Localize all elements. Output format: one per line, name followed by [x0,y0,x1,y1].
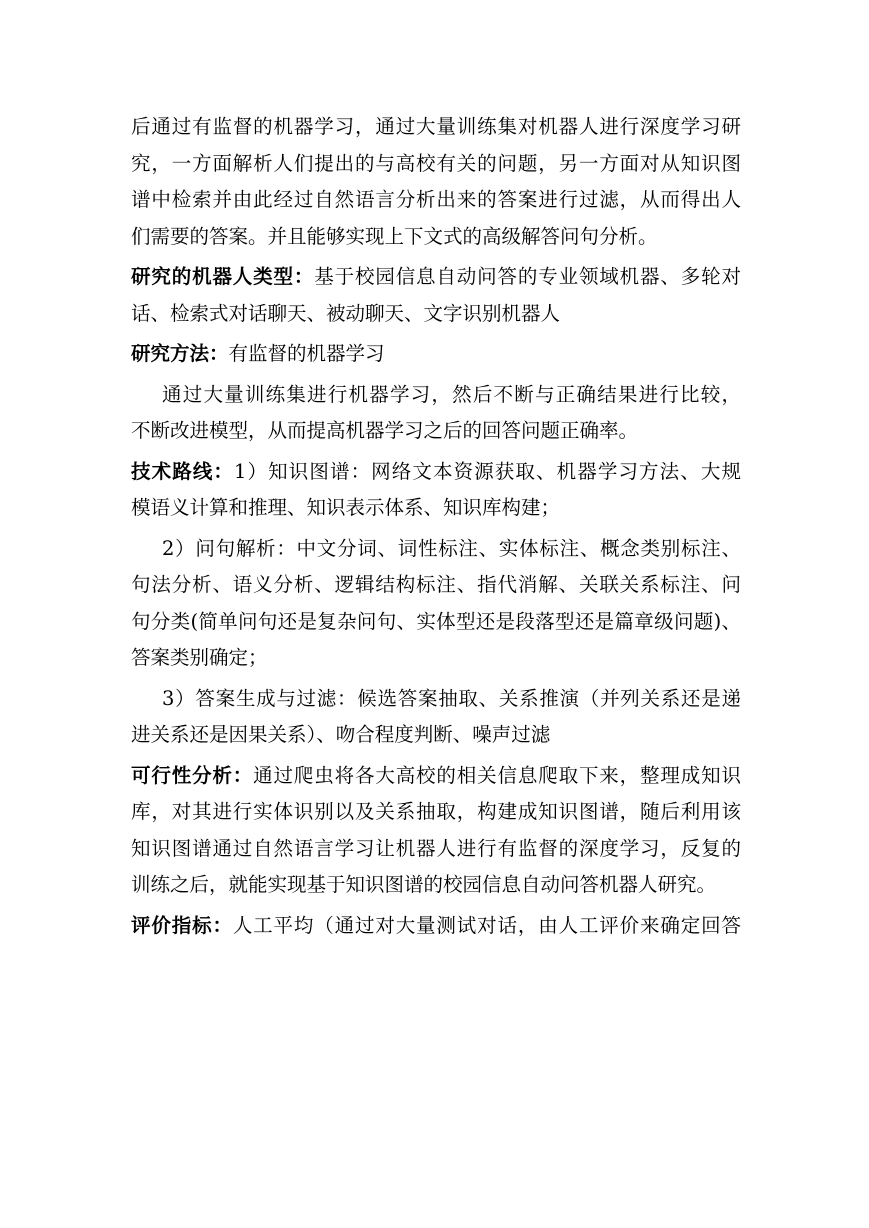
method-value: 有监督的机器学习 [228,342,385,365]
paragraph-line: 模语义计算和推理、知识表示体系、知识库构建； [131,496,561,519]
paragraph-line: 库，对其进行实体识别以及关系抽取，构建成知识图谱，随后利用该 [131,800,741,823]
paragraph-line: 谱中检索并由此经过自然语言分析出来的答案进行过滤，从而得出人 [131,188,741,211]
tech-route-item1: 1）知识图谱：网络文本资源获取、机器学习方法、大规 [234,459,741,483]
paragraph-line: 3）答案生成与过滤：候选答案抽取、关系推演（并列关系还是递 [162,686,741,710]
method-line [131,336,741,373]
paragraph-line: 2）问句解析：中文分词、词性标注、实体标注、概念类别标注、 [162,536,741,560]
paragraph-line: 不断改进模型，从而提高机器学习之后的回答问题正确率。 [131,419,639,442]
paragraph-line: 句分类(简单问句还是复杂问句、实体型还是段落型还是篇章级问题)、 [131,609,741,633]
paragraph-line: 句法分析、语义分析、逻辑结构标注、指代消解、关联关系标注、问 [131,573,741,596]
robot-types-label: 研究的机器人类型： [131,265,315,288]
robot-types-text: 基于校园信息自动问答的专业领域机器、多轮对 [314,265,741,288]
evaluation-label: 评价指标： [131,913,233,937]
robot-types-line [131,259,741,296]
method-label: 研究方法： [131,342,229,365]
feasibility-text: 通过爬虫将各大高校的相关信息爬取下来，整理成知识 [253,763,741,787]
paragraph-line: 们需要的答案。并且能够实现上下文式的高级解答问句分析。 [131,224,658,248]
paragraph-line: 知识图谱通过自然语言学习让机器人进行有监督的深度学习，反复的 [131,836,741,860]
tech-route-line [131,454,741,491]
paragraph-line: 训练之后，就能实现基于知识图谱的校园信息自动问答机器人研究。 [131,873,717,896]
paragraph-line: 答案类别确定； [131,646,268,669]
paragraph-line: 通过大量训练集进行机器学习，然后不断与正确结果进行比较， [162,382,741,406]
paragraph-line: 后通过有监督的机器学习，通过大量训练集对机器人进行深度学习研 [131,115,741,138]
feasibility-line [131,758,741,795]
paragraph-line: 究，一方面解析人们提出的与高校有关的问题，另一方面对从知识图 [131,151,741,175]
paragraph-line: 进关系还是因果关系）、吻合程度判断、噪声过滤 [131,723,551,746]
feasibility-label: 可行性分析： [131,763,254,787]
document-body [131,109,741,944]
paragraph-line: 话、检索式对话聊天、被动聊天、文字识别机器人 [131,301,561,325]
evaluation-text: 人工平均（通过对大量测试对话，由人工评价来确定回答 [232,913,741,937]
tech-route-label: 技术路线： [131,459,235,483]
evaluation-line [131,908,741,945]
